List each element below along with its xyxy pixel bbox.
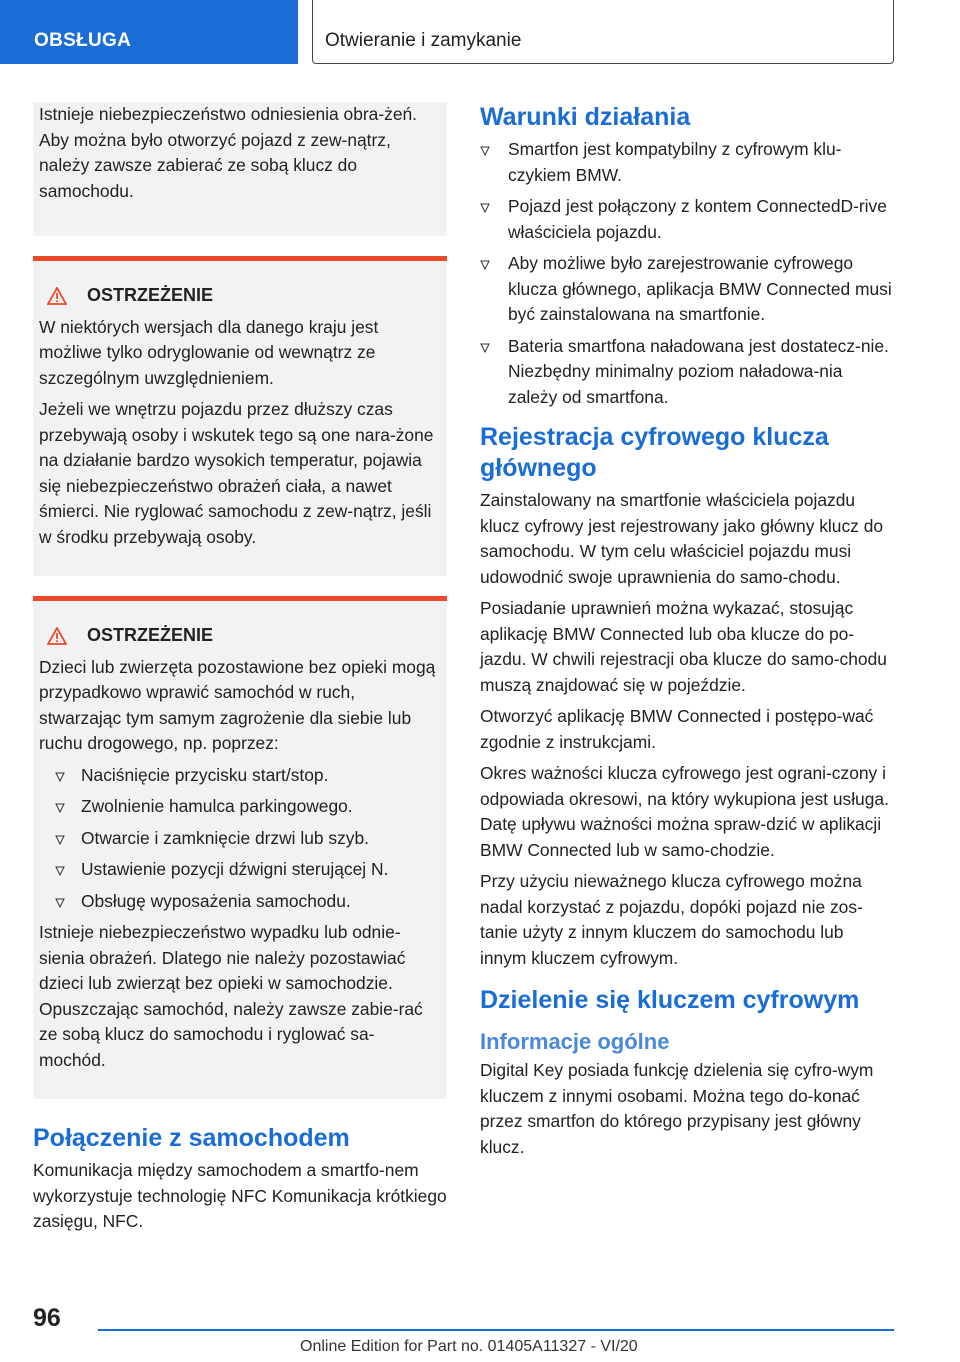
page-number: 96 [33, 1304, 61, 1332]
section-heading: Dzielenie się kluczem cyfrowym [480, 986, 860, 1014]
footer-divider [98, 1329, 894, 1331]
triangle-bullet-icon [55, 772, 65, 782]
warning-text: Dzieci lub zwierzęta pozostawione bez opieki mogą przypadkowo wprawić samochód w ruch, stwarzając tym samym zagrożenie dla siebie lub ruchu drogowego, np. poprzez: [39, 656, 436, 753]
body-text: Otworzyć aplikację BMW Connected i postępo-wać zgodnie z instrukcjami. [480, 706, 874, 752]
warning-header [47, 623, 441, 649]
list-item: Obsługę wyposażenia samochodu. [39, 889, 441, 915]
list-item: Aby możliwe było zarejestrowanie cyfrowego klucza głównego, aplikacja BMW Connected musi być zainstalowana na smartfonie. [480, 251, 894, 328]
left-column [33, 102, 447, 1241]
section-heading: Warunki działania [480, 103, 691, 131]
list-item: Pojazd jest połączony z kontem ConnectedD-rive właściciela pojazdu. [480, 194, 894, 245]
triangle-bullet-icon [55, 803, 65, 813]
conditions-list [480, 137, 894, 410]
list-item: Bateria smartfona naładowana jest dostatecz-nie. Niezbędny minimalny poziom naładowa-nia zależy od smartfona. [480, 334, 894, 411]
body-text: Posiadanie uprawnień można wykazać, stosując aplikację BMW Connected lub oba klucze do po-jazdu. W chwili rejestracji oba klucze do samo-chodu muszą znajdować się w pojeździe. [480, 598, 887, 695]
warning-title: OSTRZEŻENIE [87, 285, 214, 305]
warning-text: W niektórych wersjach dla danego kraju jest możliwe tylko odryglowanie od wewnątrz ze szczególnym uwzględnieniem. [39, 316, 379, 388]
triangle-bullet-icon [480, 146, 490, 156]
warning-header [47, 283, 441, 309]
triangle-bullet-icon [55, 835, 65, 845]
body-text: Digital Key posiada funkcję dzielenia się cyfro-wym kluczem z innymi osobami. Można tego do-konać przez smartfon do którego przypisany jest główny klucz. [480, 1060, 874, 1157]
warning-title: OSTRZEŻENIE [87, 625, 214, 645]
section-heading: Połączenie z samochodem [33, 1124, 350, 1152]
intro-text: Istnieje niebezpieczeństwo odniesienia obra-żeń. Aby można było otworzyć pojazd z zew-nątrz, należy zawsze zabierać ze sobą klucz do samochodu. [39, 104, 418, 201]
warning-triangle-icon [47, 287, 67, 305]
list-item: Ustawienie pozycji dźwigni sterującej N. [39, 857, 441, 883]
footer-edition: Online Edition for Part no. 01405A11327 - VI/20 [300, 1338, 638, 1355]
list-item: Smartfon jest kompatybilny z cyfrowym klu-czykiem BMW. [480, 137, 894, 188]
chapter-tab [312, 0, 894, 64]
triangle-bullet-icon [480, 203, 490, 213]
section-title: OBSŁUGA [34, 30, 132, 51]
body-text: Okres ważności klucza cyfrowego jest ograni-czony i odpowiada okresowi, na który wykupiona jest usługa. Datę upływu ważności można spraw-dzić w aplikacji BMW Connected lub w samo-chodzie. [480, 763, 889, 860]
intro-box [33, 102, 447, 236]
subsection-heading: Informacje ogólne [480, 1029, 670, 1054]
warning-text: Jeżeli we wnętrzu pojazdu przez dłuższy czas przebywają osoby i wskutek tego są one nara-żone na działanie bardzo wysokich temperatur, pojawia się niebezpieczeństwo obrażeń ciała, a nawet śmierci. Nie ryglować samochodu z zew-nątrz, jeśli w środku przebywają osoby. [39, 399, 434, 547]
triangle-bullet-icon [55, 866, 65, 876]
body-text: Przy użyciu nieważnego klucza cyfrowego można nadal korzystać z pojazdu, dopóki pojazd nie zos-tanie użyty z innym kluczem do samochodu lub innym kluczem cyfrowym. [480, 871, 863, 968]
warning-triangle-icon [47, 627, 67, 645]
list-item: Otwarcie i zamknięcie drzwi lub szyb. [39, 826, 441, 852]
warning-list [39, 763, 441, 915]
triangle-bullet-icon [480, 260, 490, 270]
section-heading: Rejestracja cyfrowego klucza głównego [480, 423, 829, 482]
warning-box-2 [33, 596, 447, 1099]
section-tab [0, 0, 298, 64]
warning-text: Istnieje niebezpieczeństwo wypadku lub odnie-sienia obrażeń. Dlatego nie należy pozostawiać dzieci lub zwierząt bez opieki w samochodzie. Opuszczając samochód, należy zawsze zabie-rać ze sobą klucz do samochodu i ryglować sa-mochód. [39, 922, 423, 1070]
body-text: Zainstalowany na smartfonie właściciela pojazdu klucz cyfrowy jest rejestrowany jako główny klucz do samochodu. W tym celu właściciel pojazdu musi udowodnić swoje uprawnienia do samo-chodu. [480, 490, 884, 587]
chapter-title: Otwieranie i zamykanie [325, 30, 522, 51]
warning-box-1 [33, 256, 447, 576]
triangle-bullet-icon [480, 343, 490, 353]
right-column [480, 102, 894, 1166]
connection-section [33, 1123, 447, 1235]
list-item: Zwolnienie hamulca parkingowego. [39, 794, 441, 820]
list-item: Naciśnięcie przycisku start/stop. [39, 763, 441, 789]
triangle-bullet-icon [55, 898, 65, 908]
body-text: Komunikacja między samochodem a smartfo-nem wykorzystuje technologię NFC Komunikacja krótkiego zasięgu, NFC. [33, 1160, 447, 1231]
